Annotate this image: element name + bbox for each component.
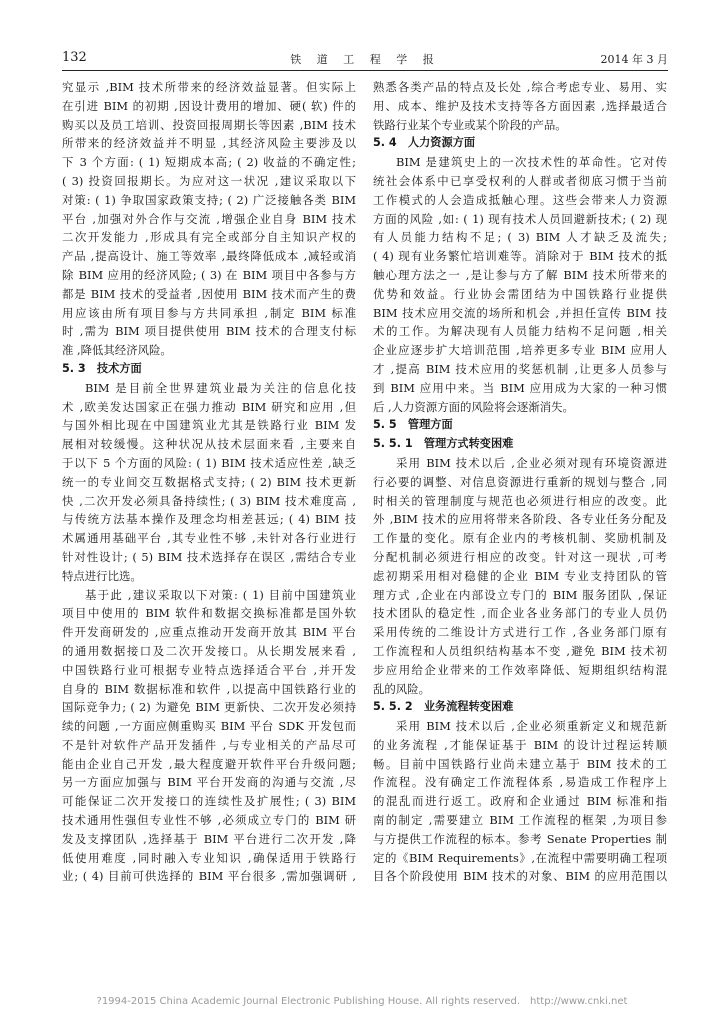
text-line: 对策: ( 1) 争取国家政策支持; ( 2) 广泛接触各类 BIM [62,192,356,207]
text-line: 特点进行比选。 [62,568,142,583]
paragraph [62,78,356,360]
page-number: 132 [62,50,87,65]
text-line: 能由企业自己开发 ,最大程度避开软件平台升级问题; [62,756,356,771]
paragraph [373,717,667,886]
text-line: 在引进 BIM 的初期 ,因设计费用的增加、硬( 软) 件的 [62,98,356,113]
text-line: 目各个阶段使用 BIM 技术的对象、BIM 的应用范围以 [373,869,667,884]
text-line: 究显示 ,BIM 技术所带来的经济效益显著。但实际上 [62,80,356,94]
text-line: 平台 ,加强对外合作与交流 ,增强企业自身 BIM 技术 [62,211,356,226]
text-line: 除 BIM 应用的经济风险; ( 3) 在 BIM 项目中各参与方 [62,267,356,282]
text-line: 外 ,BIM 技术的应用将带来各阶段、各专业任务分配及 [373,512,667,527]
text-line: 二次开发能力 ,形成具有完全或部分自主知识产权的 [62,230,356,245]
text-line: 作流程。没有确定工作流程体系 ,易造成工作程序上 [373,775,667,790]
text-line: 国际竞争力; ( 2) 为避免 BIM 更新快、二次开发必须持 [62,700,356,715]
text-line: 不是针对软件产品开发插件 ,与专业相关的产品尽可 [62,737,356,752]
text-line: ( 3) 投资回报期长。为应对这一状况 ,建议采取以下 [62,173,356,188]
text-line: 工作量的变化。原有企业内的考核机制、奖励机制及 [373,531,667,546]
text-line: 准 ,降低其经济风险。 [62,343,172,358]
text-line: 可能保证二次开发接口的连续性及扩展性; ( 3) BIM [62,794,356,809]
text-line: 产品 ,提高设计、施工等效率 ,最终降低成本 ,减轻或消 [62,249,356,264]
text-line: 优势和效益。行业协会需团结为中国铁路行业提供 [373,286,667,301]
text-line: 术 ,欧美发达国家正在强力推动 BIM 研究和应用 ,但 [62,399,356,414]
paragraph [373,78,667,134]
text-line: 购买以及员工培训、投资回报周期长等因素 ,BIM 技术 [62,117,356,132]
issue-date: 2014 年 3 月 [600,53,668,66]
paragraph [62,586,356,887]
text-line: 的业务流程 ,才能保证基于 BIM 的设计过程运转顺 [373,737,667,752]
text-line: 业; ( 4) 目前可供选择的 BIM 平台很多 ,需加强调研 , [62,869,356,884]
text-line: 快 ,二次开发必须具备持续性; ( 3) BIM 技术难度高 , [62,493,356,508]
left-column [62,78,356,886]
text-line: BIM 是目前全世界建筑业最为关注的信息化技 [85,380,356,395]
text-line: ( 4) 现有业务繁忙培训难等。消除对于 BIM 技术的抵 [373,249,667,264]
journal-title: 铁 道 工 程 学 报 [290,53,440,66]
text-line: 熟悉各类产品的特点及长处 ,综合考虑专业、易用、实 [373,80,667,94]
text-line: 与国外相比现在中国建筑业尤其是铁路行业 BIM 发 [62,418,356,433]
text-line: 才 ,提高 BIM 技术应用的奖惩机制 ,让更多人员参与 [373,361,667,376]
text-line: 虑初期采用相对稳健的企业 BIM 专业支持团队的管 [373,568,667,583]
text-line: 基于此 ,建议采取以下对策: ( 1) 目前中国建筑业 [85,587,356,602]
text-line: 统社会体系中已享受权利的人群或者彻底习惯于当前 [373,173,667,188]
text-line: 用应该由所有项目参与方共同承担 ,制定 BIM 标准 [62,305,356,320]
header-rule [62,70,668,71]
text-line: 技术通用性强但专业性不够 ,必须成立专门的 BIM 研 [62,813,356,828]
text-line: 统一的专业间交互数据格式支持; ( 2) BIM 技术更新 [62,474,356,489]
text-line: 行必要的调整、对信息资源进行重新的规划与整合 ,同 [373,474,667,489]
text-line: 续的问题 ,一方面应侧重购买 BIM 平台 SDK 开发包而 [62,719,356,734]
subsection-heading: 5. 5. 1 管理方式转变困难 [373,437,514,451]
right-column [373,78,667,886]
text-line: 采用 BIM 技术以后 ,企业必须重新定义和规范新 [396,719,667,734]
section-heading: 5. 4 人力资源方面 [373,136,476,150]
text-line: 针对性设计; ( 5) BIM 技术选择存在误区 ,需结合专业 [62,549,356,564]
text-line: 于以下 5 个方面的风险: ( 1) BIM 技术适应性差 ,缺乏 [62,455,356,470]
text-line: 另一方面应加强与 BIM 平台开发商的沟通与交流 ,尽 [62,775,356,790]
text-line: BIM 技术应用交流的场所和机会 ,并担任宣传 BIM 技 [373,305,667,320]
text-line: 的混乱而进行返工。政府和企业通过 BIM 标准和指 [373,794,667,809]
text-line: 畅。目前中国铁路行业尚未建立基于 BIM 技术的工 [373,756,667,771]
copyright-footer: ?1994-2015 China Academic Journal Electronic Publishing House. All rights reserved. http://www.cnki.net [96,996,628,1007]
text-line: 理方式 ,企业在内部设立专门的 BIM 服务团队 ,保证 [373,587,667,602]
text-line: 定的《BIM Requirements》,在流程中需要明确工程项 [373,850,667,865]
section-heading: 5. 3 技术方面 [62,361,142,375]
text-line: 的通用数据接口及二次开发接口。从长期发展来看 , [62,643,356,658]
text-line: 术属通用基础平台 ,其专业性不够 ,未针对各行业进行 [62,531,356,546]
text-line: 工作流程和人员组织结构基本不变 ,避免 BIM 技术初 [373,643,667,658]
text-line: 有人员能力结构不足; ( 3) BIM 人才缺乏及流失; [373,230,667,245]
text-line: 与传统方法基本操作及理念均相差甚远; ( 4) BIM 技 [62,512,356,527]
text-line: 低使用难度 ,同时融入专业知识 ,确保适用于铁路行 [62,850,356,865]
text-line: 所带来的经济效益并不明显 ,其经济风险主要涉及以 [62,136,356,151]
text-line: 展相对较缓慢。这种状况从技术层面来看 ,主要来自 [62,437,356,452]
text-line: 分配机制必须进行相应的改变。针对这一现状 ,可考 [373,549,667,564]
text-line: 自身的 BIM 数据标准和软件 ,以提高中国铁路行业的 [62,681,356,696]
text-line: BIM 是建筑史上的一次技术性的革命性。它对传 [396,155,667,170]
text-line: 触心理方法之一 ,是让参与方了解 BIM 技术所带来的 [373,267,667,282]
text-line: 与方提供工作流程的标本。参考 Senate Properties 制 [373,831,667,846]
subsection-heading: 5. 5. 2 业务流程转变困难 [373,700,514,714]
text-line: 步应用给企业带来的工作效率降低、短期组织结构混 [373,662,667,677]
text-line: 中国铁路行业可根据专业特点选择适合平台 ,并开发 [62,662,356,677]
paragraph [373,454,667,698]
page-header [62,50,668,68]
text-line: 时 ,需为 BIM 项目提供使用 BIM 技术的合理支付标 [62,324,356,339]
paragraph [373,153,667,416]
text-line: 采用传统的二维设计方式进行工作 ,各业务部门原有 [373,625,667,640]
text-line: 下 3 个方面: ( 1) 短期成本高; ( 2) 收益的不确定性; [62,155,356,170]
text-line: 用、成本、维护及技术支持等各方面因素 ,选择最适合 [373,98,667,113]
text-line: 铁路行业某个专业或某个阶段的产品。 [373,117,567,132]
text-line: 到 BIM 应用中来。当 BIM 应用成为大家的一种习惯 [373,380,667,395]
text-line: 件开发商研发的 ,应重点推动开发商开放其 BIM 平台 [62,625,356,640]
text-line: 发及支撑团队 ,选择基于 BIM 平台进行二次开发 ,降 [62,831,356,846]
paragraph [62,379,356,586]
text-line: 都是 BIM 技术的受益者 ,因使用 BIM 技术而产生的费 [62,286,356,301]
text-line: 乱的风险。 [373,681,430,696]
text-line: 后 ,人力资源方面的风险将会逐渐消失。 [373,399,574,414]
text-line: 采用 BIM 技术以后 ,企业必须对现有环境资源进 [396,455,667,470]
text-line: 技术团队的稳定性 ,而企业各业务部门的专业人员仍 [373,606,667,621]
text-line: 术的工作。为解决现有人员能力结构不足问题 ,相关 [373,324,667,339]
text-line: 企业应逐步扩大培训范围 ,培养更多专业 BIM 应用人 [373,343,667,358]
text-line: 方面的风险 ,如: ( 1) 现有技术人员回避新技术; ( 2) 现 [373,211,667,226]
text-line: 南的制定 ,需要建立 BIM 工作流程的框架 ,为项目参 [373,813,667,828]
text-line: 工作模式的人会造成抵触心理。这些会带来人力资源 [373,192,667,207]
text-line: 项目中使用的 BIM 软件和数据交换标准都是国外软 [62,606,356,621]
section-heading: 5. 5 管理方面 [373,418,453,432]
text-line: 时相关的管理制度与规范也必须进行相应的改变。此 [373,493,667,508]
